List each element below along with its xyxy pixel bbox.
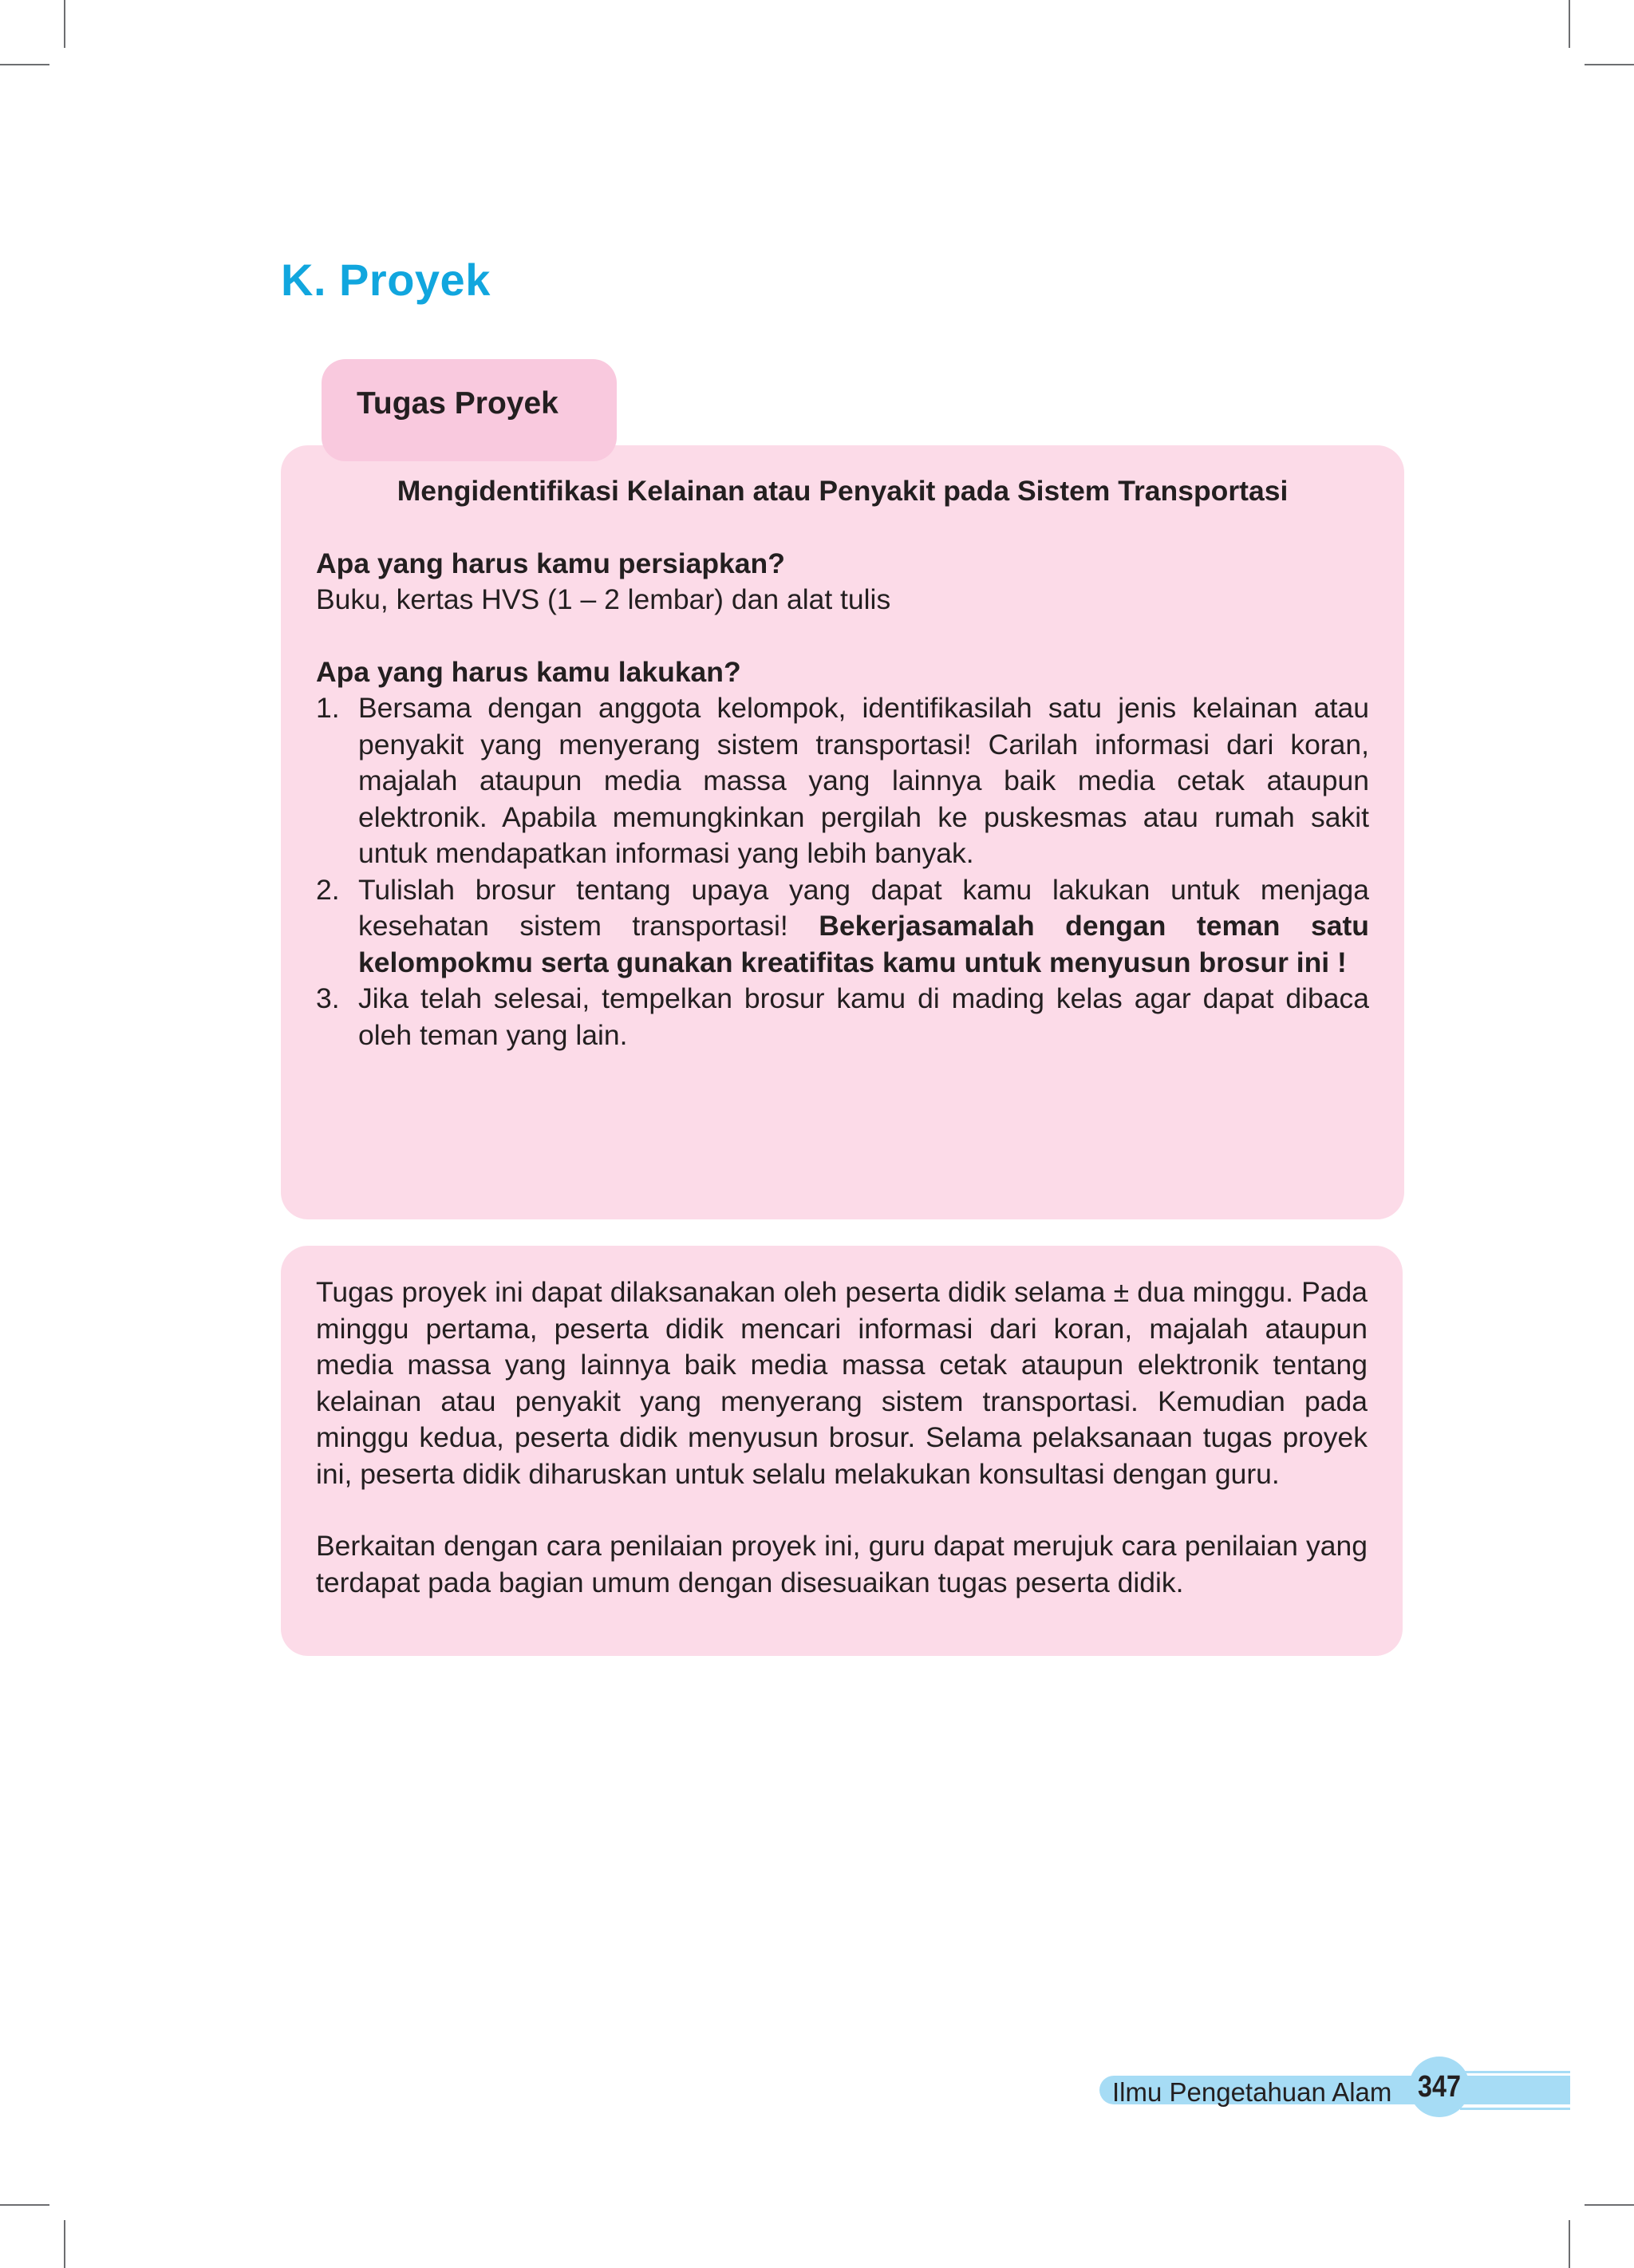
- step-number: 1.: [316, 692, 340, 724]
- list-item: [316, 690, 1369, 872]
- crop-mark: [1569, 2220, 1570, 2268]
- list-item: [316, 981, 1369, 1053]
- step-text: Jika telah selesai, tempelkan brosur kamu di mading kelas agar dapat dibaca oleh teman yang lain.: [358, 982, 1369, 1051]
- crop-mark: [64, 2220, 65, 2268]
- page-number: 347: [1418, 2070, 1461, 2104]
- step-number: 2.: [316, 873, 340, 906]
- step-text: Tulislah brosur tentang upaya yang dapat kamu lakukan untuk menjaga kesehatan sistem transportasi!: [358, 873, 1369, 942]
- crop-mark: [1585, 64, 1634, 65]
- task-tab-label: Tugas Proyek: [322, 359, 617, 461]
- step-number: 3.: [316, 982, 340, 1014]
- crop-mark: [1585, 2204, 1634, 2206]
- note-paragraph: Tugas proyek ini dapat dilaksanakan oleh peserta didik selama ± dua minggu. Pada minggu pertama, peserta didik mencari informasi dari koran, majalah ataupun media massa yang lainnya baik media massa cetak ataupun elektronik tentang kelainan atau penyakit yang menyerang sistem transportasi. Kemudian pada minggu kedua, peserta didik menyusun brosur. Selama pelaksanaan tugas proyek ini, peserta didik diharuskan untuk selalu melakukan konsultasi dengan guru.: [316, 1276, 1368, 1490]
- footer-line: [1460, 2108, 1570, 2110]
- teacher-note-box: [281, 1246, 1403, 1656]
- note-paragraph: Berkaitan dengan cara penilaian proyek ini, guru dapat merujuk cara penilaian yang terdapat pada bagian umum dengan disesuaikan tugas peserta didik.: [316, 1530, 1368, 1598]
- section-title: K. Proyek: [281, 255, 491, 305]
- spacer: [316, 1492, 1368, 1528]
- prepare-question: Apa yang harus kamu persiapkan?: [316, 547, 785, 579]
- list-item: [316, 872, 1369, 982]
- steps-list: [316, 690, 1369, 1053]
- crop-mark: [0, 64, 49, 65]
- crop-mark: [1569, 0, 1570, 48]
- footer-book-title: Ilmu Pengetahuan Alam: [1112, 2077, 1392, 2107]
- step-bold-text: Bekerjasamalah dengan teman satu kelompokmu serta gunakan kreatifitas kamu untuk menyusun brosur ini !: [358, 910, 1369, 978]
- do-question: Apa yang harus kamu lakukan?: [316, 655, 741, 688]
- step-text: Bersama dengan anggota kelompok, identifikasilah satu jenis kelainan atau penyakit yang menyerang sistem transportasi! Carilah informasi dari koran, majalah ataupun media massa yang lainnya baik media cetak ataupun elektronik. Apabila memungkinkan pergilah ke puskesmas atau rumah sakit untuk mendapatkan informasi yang lebih banyak.: [358, 692, 1369, 869]
- prepare-answer: Buku, kertas HVS (1 – 2 lembar) dan alat tulis: [316, 583, 891, 615]
- crop-mark: [0, 2204, 49, 2206]
- spacer: [316, 618, 1369, 654]
- footer-line: [1460, 2071, 1570, 2073]
- project-task-box: [281, 445, 1404, 1219]
- crop-mark: [64, 0, 65, 48]
- project-heading: Mengidentifikasi Kelainan atau Penyakit pada Sistem Transportasi: [397, 475, 1289, 507]
